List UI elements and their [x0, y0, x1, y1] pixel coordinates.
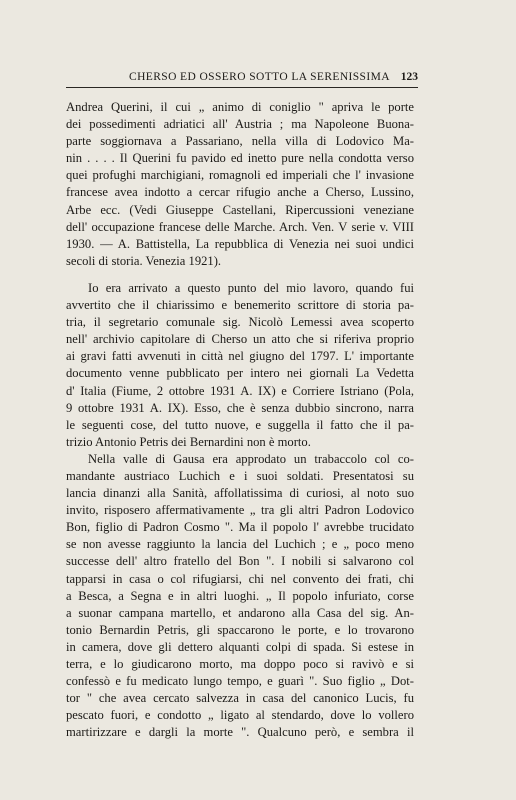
- text-line: quei profughi marchigiani, romagnoli ed imperiali che l' invasione: [66, 168, 414, 183]
- text-line: documento venne pubblicato per intero nei giornali La Vedetta: [66, 366, 414, 381]
- text-line: dei possedimenti adriatici all' Austria ; ma Napoleone Buona-: [66, 117, 414, 132]
- paragraph-gap: [66, 270, 414, 280]
- text-line: a Besca, a Segna e in altri luoghi. „ Il popolo infuriato, corse: [66, 588, 414, 603]
- text-line: parte soggiornava a Passariano, nella villa di Lodovico Ma-: [66, 134, 414, 149]
- text-line: avvertito che il chiarissimo e benemerito scrittore di storia pa-: [66, 298, 414, 313]
- text-line: successe dell' altro fratello del Bon ". I nobili si salvarono col: [66, 554, 414, 569]
- text-line: mandante austriaco Luchich e i suoi soldati. Presentatosi su: [66, 468, 414, 483]
- header-rule: [66, 87, 418, 88]
- text-line: pescato fuori, e condotto „ ligato al stendardo, dove lo vollero: [66, 708, 414, 723]
- text-line: Arbe ecc. (Vedi Giuseppe Castellani, Ripercussioni veneziane: [66, 202, 414, 217]
- text-line: 9 ottobre 1931 A. IX). Esso, che è senza dubbio sincrono, narra: [66, 400, 414, 415]
- text-line: invito, risposero affermativamente „ tra gli altri Padron Lodovico: [66, 503, 414, 518]
- text-line: tor " che avea cercato salvezza in casa del canonico Lucis, fu: [66, 691, 414, 706]
- page-header: [66, 71, 418, 87]
- text-line: Bon, figlio di Padron Cosmo ". Ma il popolo l' avrebbe trucidato: [66, 520, 414, 535]
- text-line: Andrea Querini, il cui „ animo di coniglio " apriva le porte: [66, 100, 414, 114]
- text-line: francese avea indotto a cercar rifugio anche a Cherso, Lussino,: [66, 185, 414, 200]
- text-line: nin . . . . Il Querini fu pavido ed inetto pure nella condotta verso: [66, 151, 414, 166]
- text-line: tapparsi in casa o col rifugiarsi, chi nel convento dei frati, chi: [66, 571, 414, 586]
- text-line: le seguenti cose, del tutto nuove, e suggella il fatto che il pa-: [66, 417, 414, 432]
- text-line: martirizzare e dargli la morte ". Qualcuno però, e sembra il: [66, 725, 414, 740]
- text-line: 1930. — A. Battistella, La repubblica di Venezia nei suoi undici: [66, 236, 414, 251]
- text-line: trizio Antonio Petris dei Bernardini non è morto.: [66, 434, 311, 449]
- text-line: confessò e fu medicato lungo tempo, e guarì ". Suo figlio „ Dot-: [66, 674, 414, 689]
- paragraph-gausa: [66, 451, 414, 742]
- text-line: ai gravi fatti avvenuti in città nel giugno del 1797. L' importante: [66, 349, 414, 364]
- paragraph-discovery: [66, 280, 414, 451]
- footnote-continuation: [66, 99, 414, 270]
- text-line: Nella valle di Gausa era approdato un trabaccolo col co-: [88, 451, 414, 466]
- text-line: a suonar campana martello, et andarono alla Casa del sig. An-: [66, 605, 414, 620]
- page-number: 123: [400, 71, 418, 83]
- text-line: tria, il segretario comunale sig. Nicolò Lemessi avea scoperto: [66, 315, 414, 330]
- text-line: tonio Bernardin Petris, gli spaccarono le porte, e lo trovarono: [66, 622, 414, 637]
- text-line: secoli di storia. Venezia 1921).: [66, 253, 222, 268]
- text-line: terra, e lo giudicarono morto, ma doppo poco si ravivò e si: [66, 657, 414, 671]
- text-line: in camera, dove gli dettero alquanti colpi di spada. Si estese in: [66, 639, 414, 654]
- running-title: CHERSO ED OSSERO SOTTO LA SERENISSIMA: [129, 71, 390, 83]
- text-line: lancia dinanzi alla Sanità, affollatissima di curiosi, al noto suo: [66, 486, 414, 501]
- text-line: nell' archivio capitolare di Cherso un atto che si riferiva proprio: [66, 332, 414, 347]
- page-body: [66, 99, 414, 741]
- text-line: dell' occupazione francese delle Marche. Arch. Ven. V serie v. VIII: [66, 219, 414, 234]
- text-line: se non avesse raggiunto la lancia del Luchich ; e „ poco meno: [66, 537, 414, 552]
- text-line: d' Italia (Fiume, 2 ottobre 1931 A. IX) e Corriere Istriano (Pola,: [66, 383, 414, 398]
- text-line: Io era arrivato a questo punto del mio lavoro, quando fui: [88, 280, 414, 295]
